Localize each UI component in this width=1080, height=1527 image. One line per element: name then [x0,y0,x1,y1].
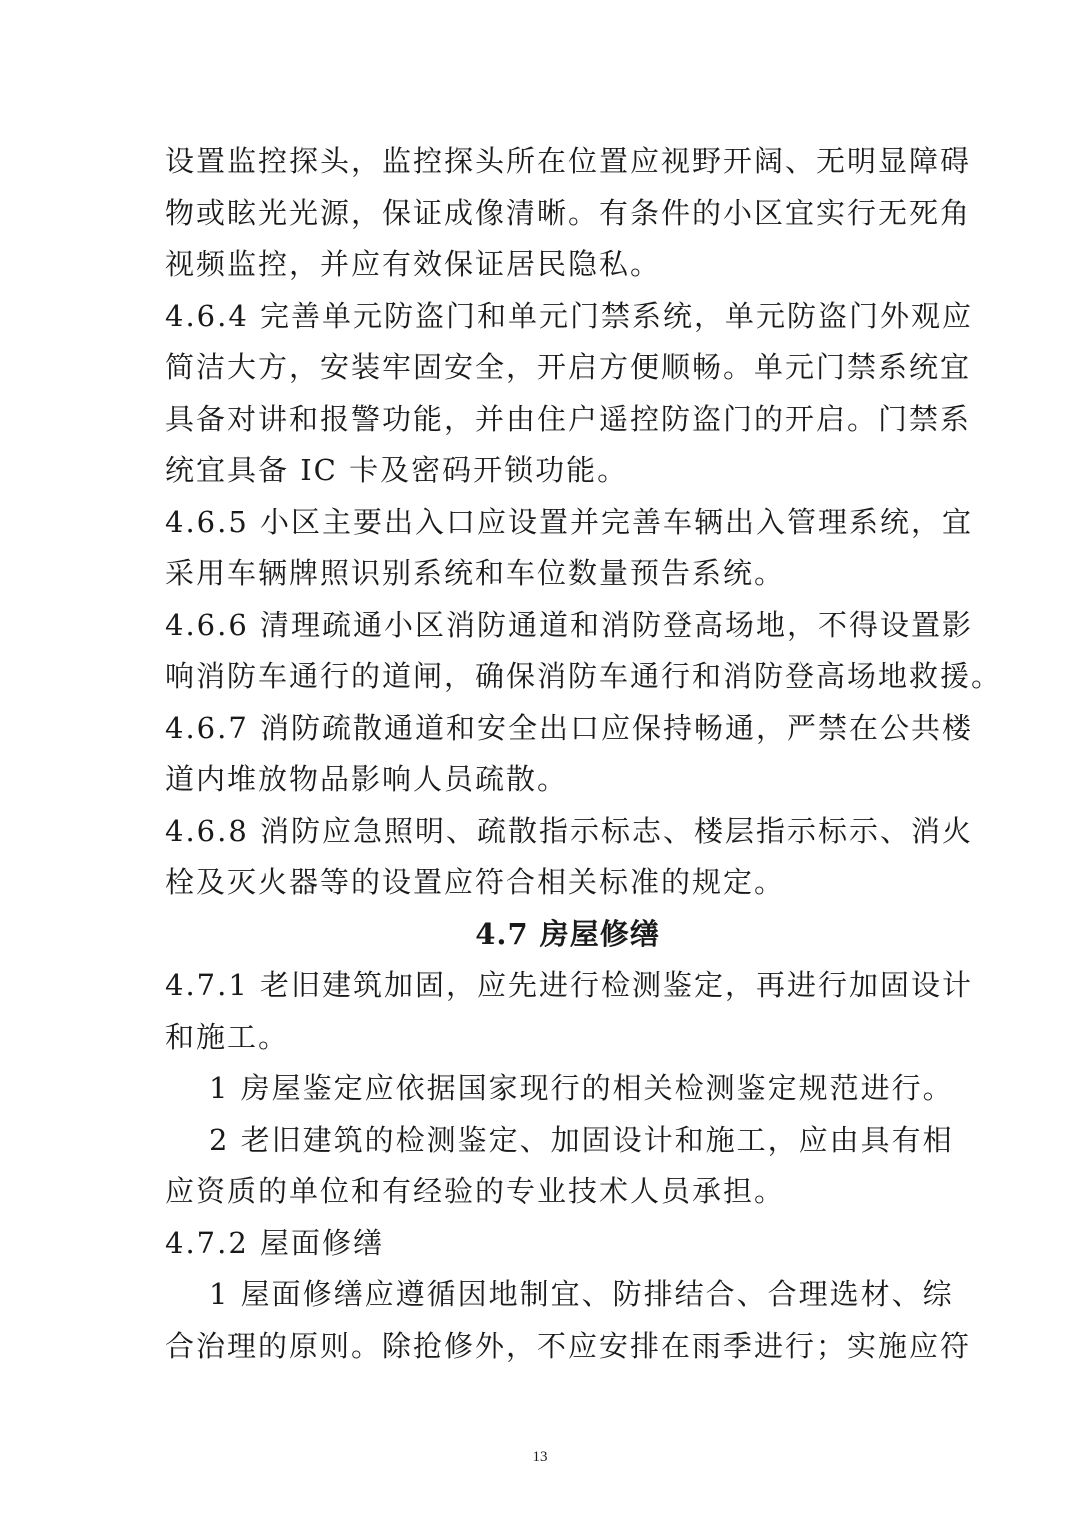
clause-4-7-1: 4.7.1 老旧建筑加固，应先进行检测鉴定，再进行加固设计 [165,968,974,1002]
text-line: 采用车辆牌照识别系统和车位数量预告系统。 [165,556,786,590]
text-line: 设置监控探头，监控探头所在位置应视野开阔、无明显障碍 [165,144,972,178]
text-line: 具备对讲和报警功能，并由住户遥控防盗门的开启。门禁系 [165,401,972,436]
list-item: 1 房屋鉴定应依据国家现行的相关检测鉴定规范进行。 [209,1071,954,1105]
clause-4-6-4: 4.6.4 完善单元防盗门和单元门禁系统，单元防盗门外观应 [165,298,974,333]
clause-4-7-2: 4.7.2 屋面修缮 [165,1225,385,1260]
body-text [165,136,1003,1372]
text-line: 应资质的单位和有经验的专业技术人员承担。 [165,1174,786,1208]
text-line: 响消防车通行的道闸，确保消防车通行和消防登高场地救援。 [165,659,1003,693]
clause-4-6-7: 4.6.7 消防疏散通道和安全出口应保持畅通，严禁在公共楼 [165,710,974,745]
text-line: 道内堆放物品影响人员疏散。 [165,762,569,796]
text-line: 简洁大方，安装牢固安全，开启方便顺畅。单元门禁系统宜 [165,350,972,384]
list-item: 1 屋面修缮应遵循因地制宜、防排结合、合理选材、综 [209,1277,954,1311]
clause-4-6-8: 4.6.8 消防应急照明、疏散指示标志、楼层指示标示、消火 [165,813,974,848]
clause-4-6-5: 4.6.5 小区主要出入口应设置并完善车辆出入管理系统，宜 [165,504,974,539]
section-heading: 4.7 房屋修缮 [475,916,660,951]
text-line: 视频监控，并应有效保证居民隐私。 [165,247,662,281]
list-item: 2 老旧建筑的检测鉴定、加固设计和施工，应由具有相 [209,1122,954,1157]
clause-4-6-6: 4.6.6 清理疏通小区消防通道和消防登高场地，不得设置影 [165,607,974,642]
text-line: 物或眩光光源，保证成像清晰。有条件的小区宜实行无死角 [165,195,972,230]
text-line: 和施工。 [165,1019,290,1054]
text-line: 合治理的原则。除抢修外，不应安排在雨季进行；实施应符 [165,1328,972,1363]
text-line: 统宜具备 IC 卡及密码开锁功能。 [165,453,629,487]
page-number: 13 [532,1449,548,1465]
text-line: 栓及灭火器等的设置应符合相关标准的规定。 [165,865,786,899]
